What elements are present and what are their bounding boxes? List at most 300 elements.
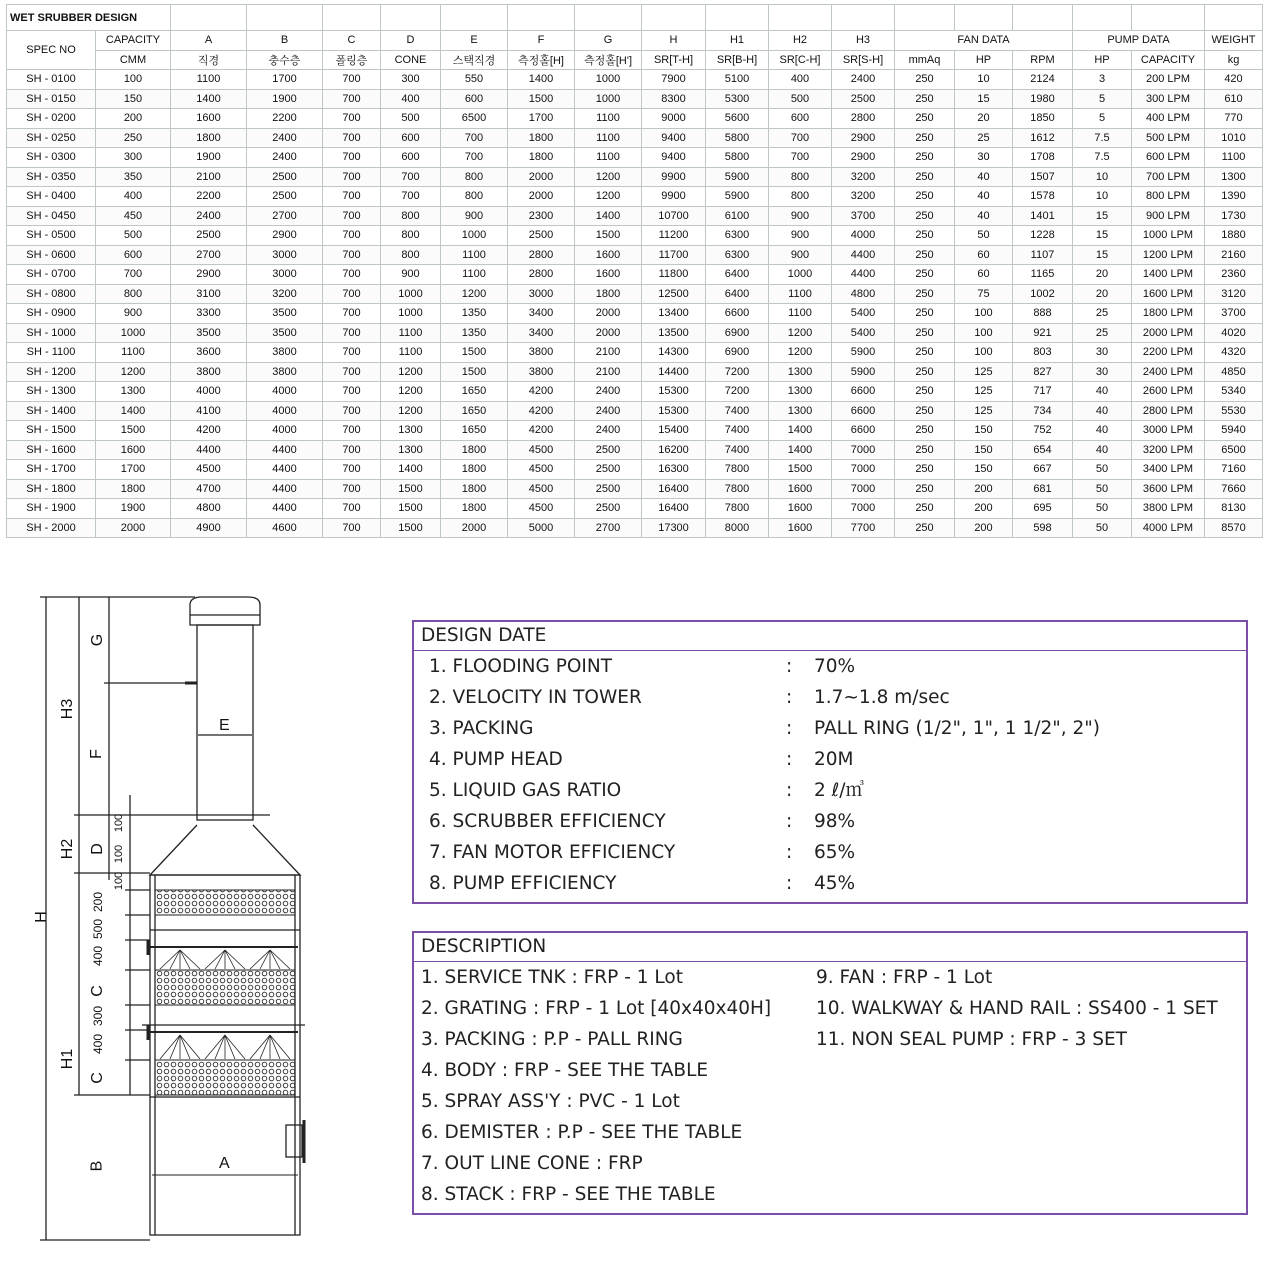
dim-label-A: A	[219, 1155, 230, 1172]
table-cell: 250	[895, 382, 955, 402]
table-cell: 50	[1073, 460, 1132, 480]
table-cell: 20	[1073, 265, 1132, 285]
table-cell: 700	[323, 304, 381, 324]
table-cell: 400	[96, 187, 171, 207]
table-cell: 200	[955, 499, 1013, 519]
spec-no-header: SPEC NO	[7, 31, 96, 70]
table-cell: 1300	[1205, 167, 1263, 187]
table-cell: 1200	[575, 187, 642, 207]
table-cell: 250	[895, 148, 955, 168]
description-item: 11. NON SEAL PUMP : FRP - 3 SET	[816, 1029, 1127, 1050]
table-cell: 3000	[247, 245, 323, 265]
table-cell: 1800	[441, 499, 508, 519]
table-cell: 600	[381, 148, 441, 168]
design-item-label: 6. SCRUBBER EFFICIENCY	[429, 811, 666, 832]
table-cell: 3800	[508, 343, 575, 363]
design-data-item	[414, 744, 1246, 775]
table-cell: 800	[381, 206, 441, 226]
table-cell: 1000	[381, 284, 441, 304]
table-cell: 5300	[706, 89, 769, 109]
table-cell: SH - 1600	[7, 440, 96, 460]
table-cell: SH - 1100	[7, 343, 96, 363]
table-cell: 700	[323, 323, 381, 343]
table-cell: 717	[1013, 382, 1073, 402]
subheader-cell: CAPACITY	[1132, 50, 1205, 70]
table-cell: 40	[955, 167, 1013, 187]
table-cell: 4000	[247, 382, 323, 402]
spec-table-body	[7, 70, 1263, 538]
dim-label-500: 500	[91, 918, 106, 940]
table-cell: 3200	[247, 284, 323, 304]
table-cell: SH - 1400	[7, 401, 96, 421]
pump-data-header: PUMP DATA	[1073, 31, 1205, 51]
table-cell: 1400	[575, 206, 642, 226]
subheader-cell: 측정홀[H']	[575, 50, 642, 70]
table-cell: 40	[1073, 421, 1132, 441]
table-cell: 921	[1013, 323, 1073, 343]
table-cell: 800	[441, 187, 508, 207]
col-letter-header: H3	[832, 31, 895, 51]
table-cell: 4400	[832, 265, 895, 285]
table-cell: 7000	[832, 460, 895, 480]
table-cell: 598	[1013, 518, 1073, 538]
table-cell: 300	[96, 148, 171, 168]
table-cell: 800	[381, 245, 441, 265]
design-item-label: 1. FLOODING POINT	[429, 656, 613, 677]
table-cell: 3800 LPM	[1132, 499, 1205, 519]
table-cell: 7200	[706, 382, 769, 402]
table-cell: 900	[769, 206, 832, 226]
table-cell: 700	[769, 128, 832, 148]
design-item-separator: :	[786, 780, 793, 801]
table-cell: 700	[323, 89, 381, 109]
table-cell: 3120	[1205, 284, 1263, 304]
table-cell: 2000 LPM	[1132, 323, 1205, 343]
table-cell: 4400	[171, 440, 247, 460]
design-item-value: PALL RING (1/2", 1", 1 1/2", 2")	[814, 718, 1100, 739]
table-cell: 2500	[247, 187, 323, 207]
table-cell: 4500	[508, 479, 575, 499]
table-cell: 2500	[171, 226, 247, 246]
table-cell: 4200	[508, 421, 575, 441]
table-cell: 250	[895, 421, 955, 441]
table-cell: 6900	[706, 343, 769, 363]
table-cell: 600	[96, 245, 171, 265]
table-cell: 40	[1073, 401, 1132, 421]
design-item-separator: :	[786, 656, 793, 677]
table-row	[7, 109, 1263, 129]
col-letter-header: G	[575, 31, 642, 51]
table-cell: 2900	[247, 226, 323, 246]
table-cell: 3200 LPM	[1132, 440, 1205, 460]
table-cell: 250	[895, 479, 955, 499]
table-cell: 7.5	[1073, 128, 1132, 148]
table-cell: 150	[96, 89, 171, 109]
table-cell: 700	[323, 499, 381, 519]
table-cell: 3200	[832, 187, 895, 207]
spec-table	[6, 4, 1263, 538]
description-panel	[412, 931, 1248, 1215]
table-cell: 6600	[832, 401, 895, 421]
description-item: 10. WALKWAY & HAND RAIL : SS400 - 1 SET	[816, 998, 1218, 1019]
subheader-row	[7, 50, 1263, 70]
table-cell: 7660	[1205, 479, 1263, 499]
table-cell: 900	[769, 226, 832, 246]
table-cell: 30	[1073, 362, 1132, 382]
table-cell: 60	[955, 265, 1013, 285]
table-cell: 3400	[508, 323, 575, 343]
table-cell: SH - 0900	[7, 304, 96, 324]
table-cell: 250	[895, 362, 955, 382]
table-cell: 700	[323, 284, 381, 304]
table-cell: 3	[1073, 70, 1132, 90]
table-cell: 2400	[575, 421, 642, 441]
table-cell: SH - 1800	[7, 479, 96, 499]
table-cell: 1010	[1205, 128, 1263, 148]
table-row	[7, 284, 1263, 304]
table-row	[7, 460, 1263, 480]
table-cell: 700	[323, 440, 381, 460]
table-cell: 9000	[642, 109, 706, 129]
table-cell: 1500	[508, 89, 575, 109]
table-cell: SH - 2000	[7, 518, 96, 538]
table-cell: 3000	[508, 284, 575, 304]
table-cell: 1000	[575, 89, 642, 109]
table-cell: 1200	[769, 323, 832, 343]
table-cell: 50	[955, 226, 1013, 246]
design-item-separator: :	[786, 873, 793, 894]
table-cell: 3800	[508, 362, 575, 382]
table-cell: 1800	[171, 128, 247, 148]
dim-label-300: 300	[91, 1005, 106, 1027]
dim-label-E: E	[219, 717, 230, 734]
capacity-header: CAPACITY	[96, 31, 171, 51]
table-cell: 2400	[832, 70, 895, 90]
table-row	[7, 70, 1263, 90]
table-cell: 1800	[508, 128, 575, 148]
table-cell: 5800	[706, 148, 769, 168]
table-cell: 7900	[642, 70, 706, 90]
subheader-cell: 충수층	[247, 50, 323, 70]
table-cell: 1100	[769, 284, 832, 304]
table-cell: 3000 LPM	[1132, 421, 1205, 441]
table-cell: 1612	[1013, 128, 1073, 148]
table-cell: 700	[323, 245, 381, 265]
table-cell: 700	[323, 70, 381, 90]
table-cell: 1350	[441, 323, 508, 343]
table-cell: 1850	[1013, 109, 1073, 129]
table-cell: 667	[1013, 460, 1073, 480]
table-cell: 2500	[832, 89, 895, 109]
design-data-item	[414, 682, 1246, 713]
table-cell: 1200	[575, 167, 642, 187]
table-cell: 752	[1013, 421, 1073, 441]
table-cell: 2700	[247, 206, 323, 226]
table-cell: 8130	[1205, 499, 1263, 519]
table-cell: 400	[381, 89, 441, 109]
table-cell: 4000	[247, 401, 323, 421]
table-cell: 250	[895, 499, 955, 519]
table-cell: SH - 0450	[7, 206, 96, 226]
table-cell: 1400	[171, 89, 247, 109]
table-cell: 2400 LPM	[1132, 362, 1205, 382]
table-cell: 50	[1073, 518, 1132, 538]
table-cell: 25	[955, 128, 1013, 148]
table-cell: 2000	[96, 518, 171, 538]
table-cell: 2300	[508, 206, 575, 226]
table-cell: 900 LPM	[1132, 206, 1205, 226]
table-cell: 16300	[642, 460, 706, 480]
table-cell: 2800	[508, 245, 575, 265]
table-cell: 1100	[1205, 148, 1263, 168]
table-cell: 3500	[171, 323, 247, 343]
col-letter-header: H2	[769, 31, 832, 51]
table-cell: 700	[323, 206, 381, 226]
table-cell: 2200	[247, 109, 323, 129]
description-title: DESCRIPTION	[414, 933, 1246, 962]
table-cell: 1600	[96, 440, 171, 460]
table-cell: 500	[769, 89, 832, 109]
table-cell: 1800	[508, 148, 575, 168]
table-cell: 4800	[171, 499, 247, 519]
table-cell: 1002	[1013, 284, 1073, 304]
table-cell: 250	[895, 187, 955, 207]
table-cell: 5400	[832, 304, 895, 324]
table-cell: 1350	[441, 304, 508, 324]
table-cell: 1100	[575, 128, 642, 148]
table-cell: 4200	[508, 382, 575, 402]
table-cell: 1800	[441, 440, 508, 460]
table-cell: 15	[955, 89, 1013, 109]
table-cell: 4400	[832, 245, 895, 265]
table-cell: 300	[381, 70, 441, 90]
table-cell: 800	[381, 226, 441, 246]
design-item-label: 8. PUMP EFFICIENCY	[429, 873, 617, 894]
table-cell: 5900	[832, 362, 895, 382]
table-cell: 25	[1073, 323, 1132, 343]
table-cell: 1600	[769, 499, 832, 519]
table-cell: 50	[1073, 499, 1132, 519]
table-cell: 9900	[642, 167, 706, 187]
design-data-item	[414, 868, 1246, 899]
table-cell: 1000	[381, 304, 441, 324]
table-cell: 1880	[1205, 226, 1263, 246]
table-cell: 16400	[642, 479, 706, 499]
table-cell: 4400	[247, 460, 323, 480]
table-cell: 700	[441, 148, 508, 168]
table-cell: 7800	[706, 499, 769, 519]
table-cell: 2500	[247, 167, 323, 187]
table-cell: 610	[1205, 89, 1263, 109]
table-cell: 1600	[575, 265, 642, 285]
table-cell: 4500	[171, 460, 247, 480]
table-cell: 700	[96, 265, 171, 285]
table-cell: 15	[1073, 206, 1132, 226]
dim-label-G: G	[89, 633, 107, 647]
table-cell: 15300	[642, 401, 706, 421]
fan-data-header: FAN DATA	[895, 31, 1073, 51]
table-cell: 700	[323, 226, 381, 246]
description-item: 4. BODY : FRP - SEE THE TABLE	[421, 1060, 709, 1081]
table-cell: 734	[1013, 401, 1073, 421]
table-cell: 250	[895, 304, 955, 324]
table-cell: 4200	[508, 401, 575, 421]
table-cell: 5	[1073, 89, 1132, 109]
table-cell: 800	[769, 167, 832, 187]
table-cell: 1300	[769, 362, 832, 382]
table-cell: 40	[1073, 440, 1132, 460]
table-cell: 3700	[832, 206, 895, 226]
table-cell: 5100	[706, 70, 769, 90]
table-cell: 6600	[832, 421, 895, 441]
table-cell: 16400	[642, 499, 706, 519]
table-cell: 700	[323, 362, 381, 382]
table-cell: 1500	[381, 479, 441, 499]
table-cell: 1700	[508, 109, 575, 129]
table-cell: 1400	[769, 421, 832, 441]
table-cell: 250	[895, 109, 955, 129]
table-cell: 600	[769, 109, 832, 129]
table-cell: 200	[955, 518, 1013, 538]
table-cell: 700	[323, 128, 381, 148]
table-cell: 100	[96, 70, 171, 90]
table-cell: 5900	[706, 167, 769, 187]
table-cell: 7000	[832, 499, 895, 519]
design-item-value: 70%	[814, 656, 856, 677]
table-cell: 6400	[706, 265, 769, 285]
table-cell: 6400	[706, 284, 769, 304]
description-item: 1. SERVICE TNK : FRP - 1 Lot	[421, 967, 683, 988]
table-cell: 4700	[171, 479, 247, 499]
dim-label-200: 200	[91, 891, 106, 913]
table-cell: 500	[381, 109, 441, 129]
table-cell: SH - 0200	[7, 109, 96, 129]
table-cell: 9400	[642, 128, 706, 148]
table-cell: 6600	[832, 382, 895, 402]
design-data-item	[414, 713, 1246, 744]
table-cell: 7.5	[1073, 148, 1132, 168]
dim-label-H2: H2	[59, 838, 77, 860]
table-cell: 5340	[1205, 382, 1263, 402]
table-cell: 800	[96, 284, 171, 304]
description-item: 6. DEMISTER : P.P - SEE THE TABLE	[421, 1122, 743, 1143]
table-cell: 2160	[1205, 245, 1263, 265]
table-cell: 1100	[96, 343, 171, 363]
table-cell: 13500	[642, 323, 706, 343]
design-item-separator: :	[786, 718, 793, 739]
dim-label-100: 100	[113, 813, 126, 833]
table-cell: 6600	[706, 304, 769, 324]
table-cell: 1300	[381, 440, 441, 460]
table-cell: 250	[895, 343, 955, 363]
table-cell: 2900	[832, 148, 895, 168]
dim-label-H3: H3	[59, 698, 77, 720]
table-cell: 1000	[441, 226, 508, 246]
table-cell: 2500	[575, 440, 642, 460]
design-item-label: 2. VELOCITY IN TOWER	[429, 687, 642, 708]
table-cell: 2400	[575, 382, 642, 402]
table-cell: SH - 0600	[7, 245, 96, 265]
table-cell: 700	[323, 479, 381, 499]
table-cell: 1507	[1013, 167, 1073, 187]
table-cell: 800 LPM	[1132, 187, 1205, 207]
table-cell: 700	[323, 343, 381, 363]
table-cell: 40	[955, 206, 1013, 226]
table-cell: 7800	[706, 479, 769, 499]
table-cell: 20	[955, 109, 1013, 129]
table-cell: 16200	[642, 440, 706, 460]
table-cell: 1400	[508, 70, 575, 90]
table-cell: 3600	[171, 343, 247, 363]
table-row	[7, 421, 1263, 441]
table-cell: 700	[381, 167, 441, 187]
table-cell: 2500	[575, 479, 642, 499]
table-cell: 700	[323, 187, 381, 207]
table-cell: 4400	[247, 440, 323, 460]
table-cell: 3700	[1205, 304, 1263, 324]
table-cell: 1100	[381, 323, 441, 343]
table-cell: 1600	[171, 109, 247, 129]
table-cell: 1800	[441, 479, 508, 499]
table-cell: 1650	[441, 382, 508, 402]
table-cell: 700	[323, 460, 381, 480]
table-cell: 17300	[642, 518, 706, 538]
table-cell: 4500	[508, 460, 575, 480]
table-cell: 4020	[1205, 323, 1263, 343]
table-cell: 150	[955, 440, 1013, 460]
subheader-cell: SR[C-H]	[769, 50, 832, 70]
table-cell: 3800	[247, 343, 323, 363]
table-cell: 5000	[508, 518, 575, 538]
table-cell: 15300	[642, 382, 706, 402]
table-cell: 888	[1013, 304, 1073, 324]
table-cell: 1100	[171, 70, 247, 90]
table-cell: SH - 0400	[7, 187, 96, 207]
table-cell: 125	[955, 382, 1013, 402]
description-item: 8. STACK : FRP - SEE THE TABLE	[421, 1184, 716, 1205]
table-cell: 2100	[575, 343, 642, 363]
table-cell: 700	[323, 518, 381, 538]
table-cell: 1400	[769, 440, 832, 460]
table-cell: 550	[441, 70, 508, 90]
table-cell: 1500	[96, 421, 171, 441]
table-cell: 1228	[1013, 226, 1073, 246]
table-cell: 1100	[441, 265, 508, 285]
table-cell: 60	[955, 245, 1013, 265]
table-cell: 8000	[706, 518, 769, 538]
table-cell: 6100	[706, 206, 769, 226]
table-cell: 1300	[769, 382, 832, 402]
table-cell: 1200	[381, 382, 441, 402]
table-cell: 1800	[441, 460, 508, 480]
design-data-title: DESIGN DATE	[414, 622, 1246, 651]
table-cell: 125	[955, 362, 1013, 382]
table-cell: 7400	[706, 401, 769, 421]
table-cell: 3400	[508, 304, 575, 324]
table-cell: 3400 LPM	[1132, 460, 1205, 480]
table-cell: 3500	[247, 323, 323, 343]
table-cell: 7000	[832, 440, 895, 460]
scrubber-diagram-svg	[30, 585, 370, 1250]
design-item-value: 45%	[814, 873, 856, 894]
table-cell: 12500	[642, 284, 706, 304]
subheader-cell: 폴링층	[323, 50, 381, 70]
table-cell: 700	[323, 382, 381, 402]
subheader-cell: kg	[1205, 50, 1263, 70]
table-cell: 7400	[706, 440, 769, 460]
design-data-item	[414, 806, 1246, 837]
table-cell: 2500	[575, 499, 642, 519]
